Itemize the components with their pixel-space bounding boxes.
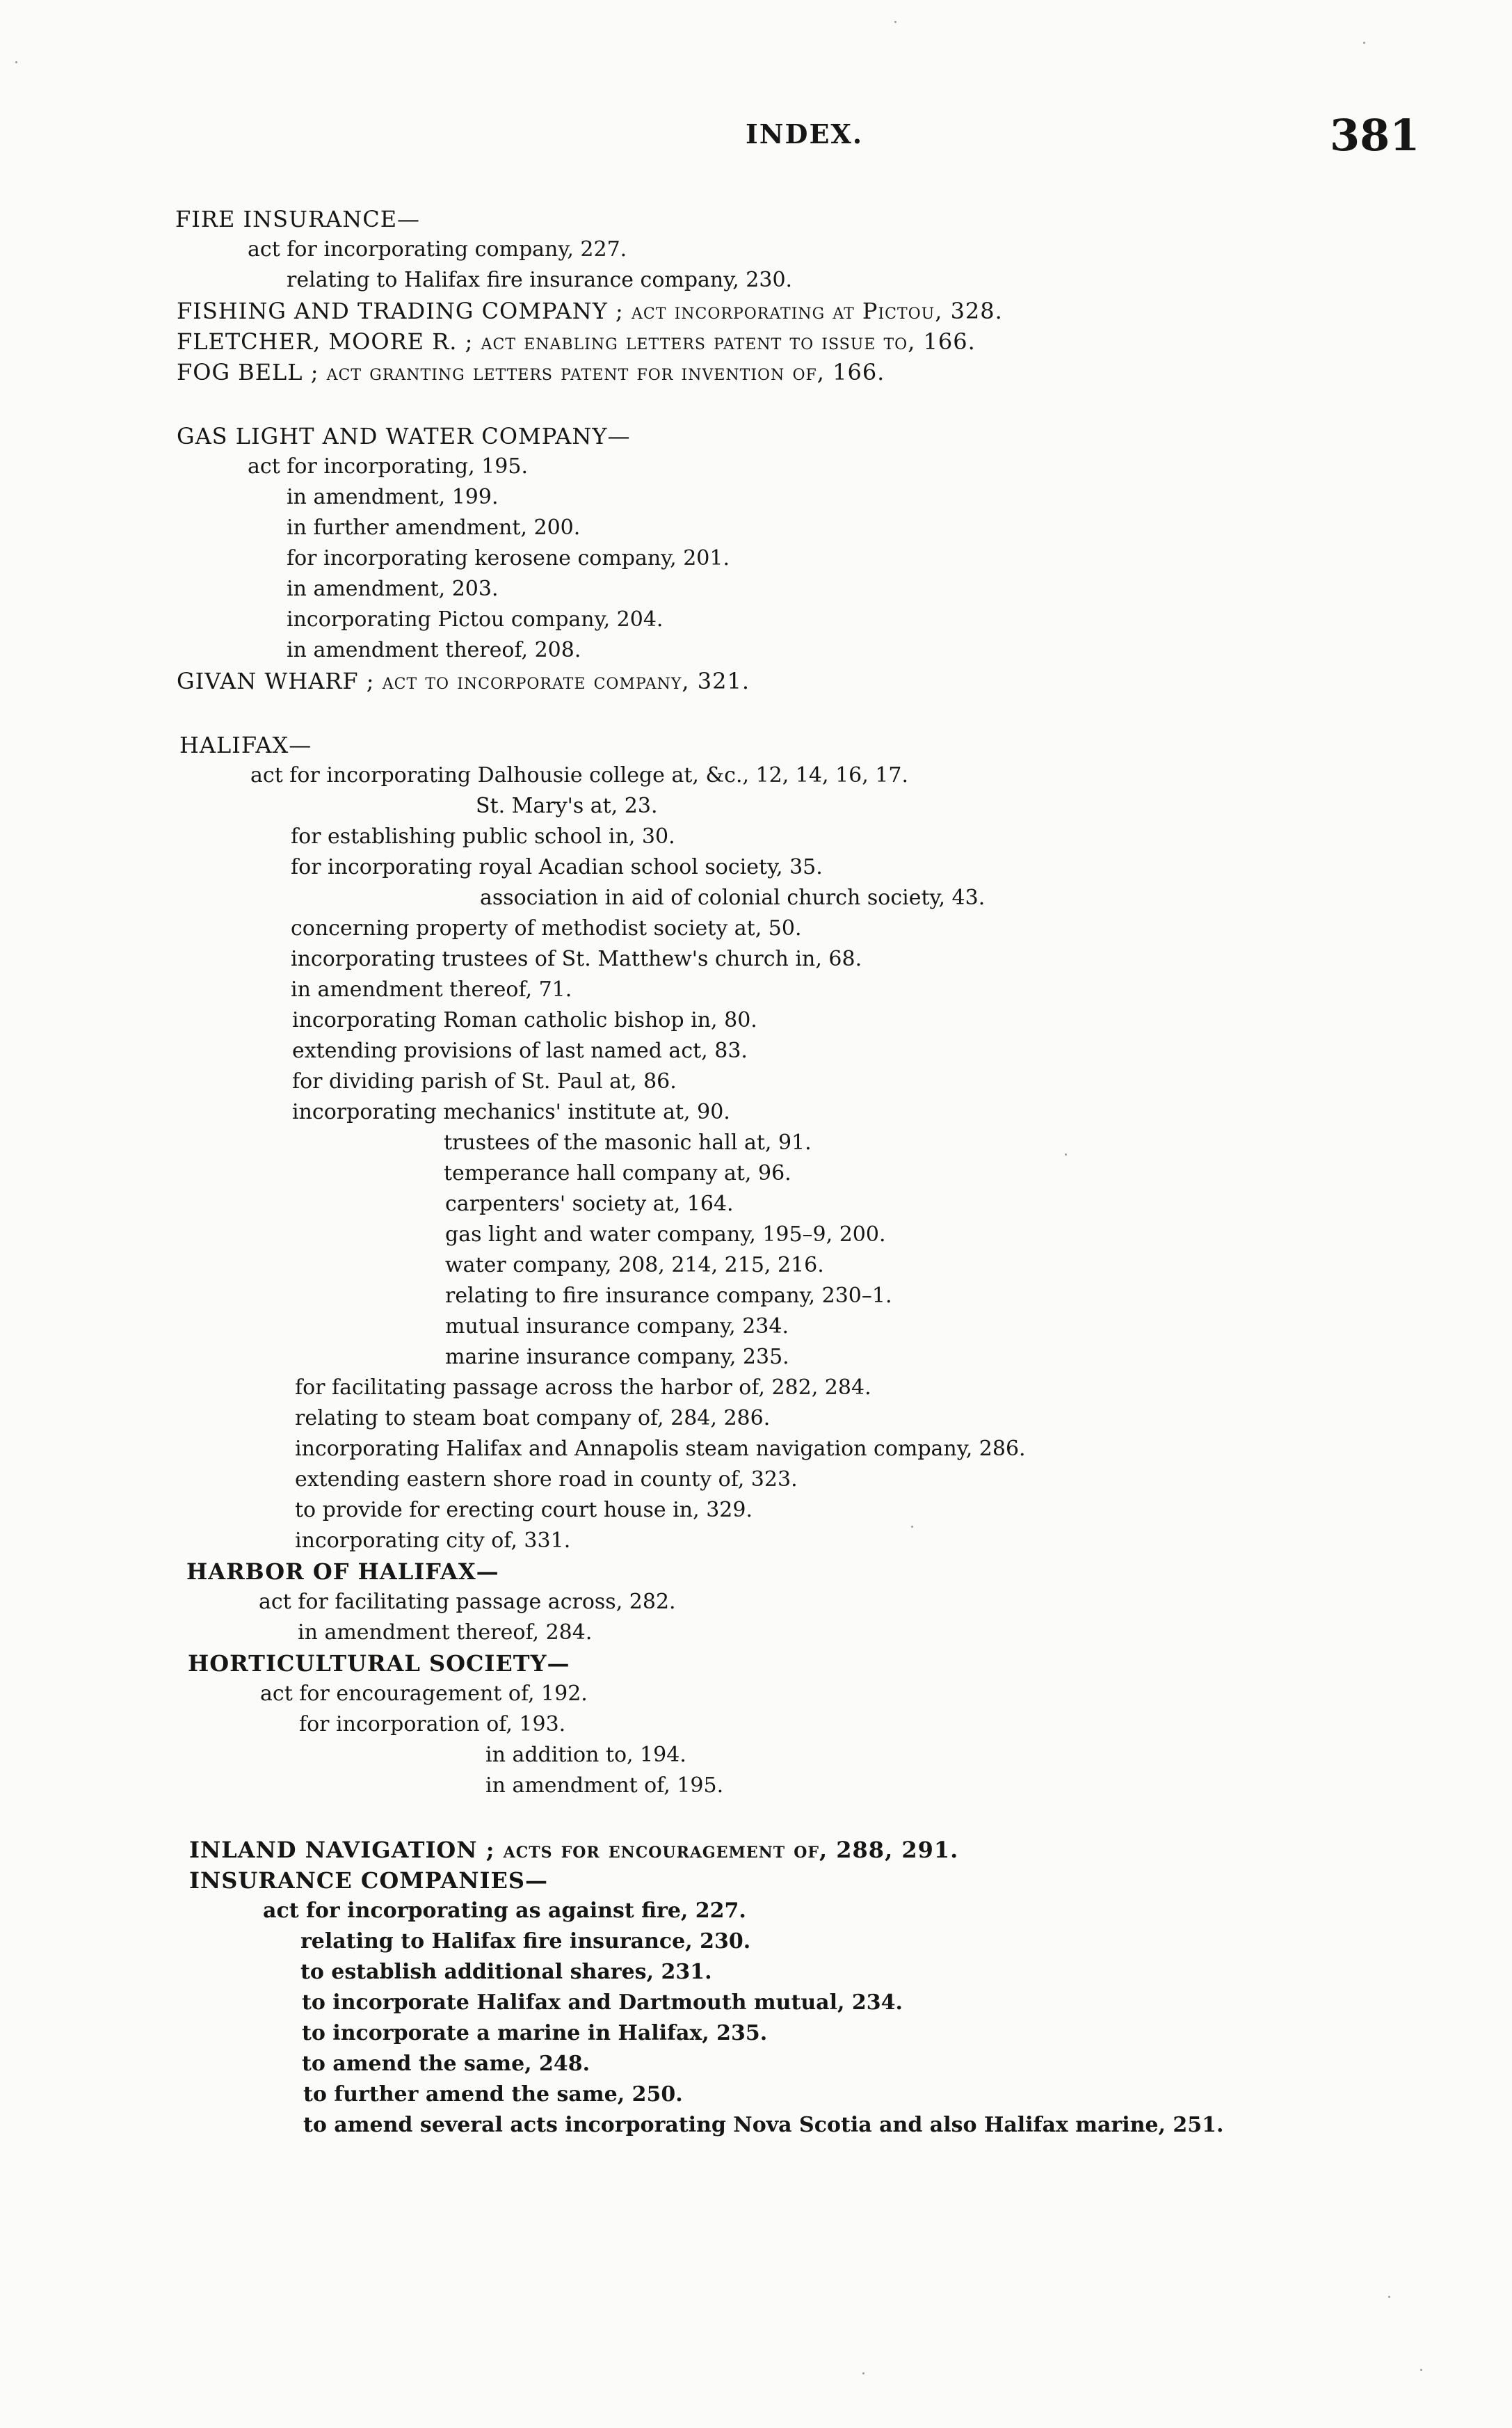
index-subentry: for incorporating kerosene company, 201.: [287, 546, 730, 570]
index-subentry: water company, 208, 214, 215, 216.: [445, 1253, 824, 1277]
index-heading-fire-insurance: FIRE INSURANCE—: [175, 206, 421, 232]
index-subentry: to incorporate Halifax and Dartmouth mutual, 234.: [302, 1990, 903, 2015]
index-subentry: for facilitating passage across the harbor of, 282, 284.: [295, 1375, 871, 1400]
scan-speck: [1388, 2296, 1390, 2298]
index-subentry: in amendment of, 195.: [485, 1773, 724, 1798]
index-heading-harbor-of-halifax: HARBOR OF HALIFAX—: [186, 1558, 499, 1585]
index-entry: act for encouragement of, 192.: [260, 1682, 588, 1706]
index-subentry: to provide for erecting court house in, 329.: [295, 1498, 753, 1522]
running-header-title: INDEX.: [746, 118, 864, 150]
index-subentry: incorporating mechanics' institute at, 90.: [292, 1100, 730, 1124]
index-subentry: carpenters' society at, 164.: [445, 1192, 734, 1216]
index-entry: act for incorporating as against fire, 227.: [263, 1899, 746, 1923]
index-subentry: association in aid of colonial church society, 43.: [480, 886, 986, 910]
index-subentry: in amendment thereof, 284.: [298, 1620, 593, 1645]
scan-speck: [15, 61, 17, 63]
index-subentry: to incorporate a marine in Halifax, 235.: [302, 2021, 768, 2045]
index-subentry: to amend several acts incorporating Nova Scotia and also Halifax marine, 251.: [303, 2113, 1224, 2137]
index-heading-gas-light: GAS LIGHT AND WATER COMPANY—: [177, 423, 631, 449]
index-subentry: for incorporating royal Acadian school society, 35.: [291, 855, 823, 879]
index-subentry: for dividing parish of St. Paul at, 86.: [292, 1069, 677, 1094]
scan-speck: [1420, 2369, 1422, 2371]
index-subentry: concerning property of methodist society at, 50.: [291, 916, 802, 941]
index-subentry: to amend the same, 248.: [302, 2052, 590, 2076]
index-subentry: St. Mary's at, 23.: [476, 794, 658, 818]
scan-speck: [1363, 42, 1365, 44]
index-entry: act for incorporating Dalhousie college at, &c., 12, 14, 16, 17.: [250, 763, 909, 788]
index-heading-insurance-companies: INSURANCE COMPANIES—: [189, 1867, 548, 1894]
index-heading-horticultural-society: HORTICULTURAL SOCIETY—: [188, 1650, 570, 1677]
index-subentry: incorporating Roman catholic bishop in, 80.: [292, 1008, 757, 1032]
page-number: 381: [1330, 110, 1420, 161]
index-subentry: relating to Halifax fire insurance company, 230.: [287, 268, 793, 292]
index-subentry: for establishing public school in, 30.: [291, 824, 675, 849]
index-subentry: relating to Halifax fire insurance, 230.: [300, 1929, 751, 1954]
index-subentry: relating to steam boat company of, 284, 286.: [295, 1406, 771, 1430]
index-subentry: in addition to, 194.: [485, 1743, 686, 1767]
index-subentry: to further amend the same, 250.: [303, 2082, 683, 2107]
index-subentry: to establish additional shares, 231.: [300, 1960, 712, 1984]
index-subentry: temperance hall company at, 96.: [444, 1161, 791, 1185]
index-subentry: in amendment, 199.: [287, 485, 499, 509]
scan-speck: [862, 2372, 864, 2374]
index-heading-inland-navigation: INLAND NAVIGATION ; acts for encouragement of, 288, 291.: [189, 1837, 959, 1863]
index-subentry: incorporating trustees of St. Matthew's church in, 68.: [291, 947, 862, 971]
index-entry: act for incorporating, 195.: [248, 454, 528, 479]
index-subentry: in amendment thereof, 208.: [287, 638, 581, 662]
index-subentry: incorporating city of, 331.: [295, 1528, 571, 1553]
index-subentry: gas light and water company, 195–9, 200.: [445, 1222, 886, 1247]
index-subentry: in further amendment, 200.: [287, 516, 581, 540]
index-entry: act for facilitating passage across, 282.: [259, 1590, 676, 1614]
index-subentry: marine insurance company, 235.: [445, 1345, 789, 1369]
index-heading-fishing-and-trading: FISHING AND TRADING COMPANY ; act incorporating at Pictou, 328.: [177, 298, 1003, 324]
index-subentry: incorporating Halifax and Annapolis steam navigation company, 286.: [295, 1437, 1026, 1461]
index-subentry: extending provisions of last named act, 83.: [292, 1039, 748, 1063]
index-entry: act for incorporating company, 227.: [248, 237, 627, 262]
index-subentry: in amendment thereof, 71.: [291, 977, 572, 1002]
index-heading-fog-bell: FOG BELL ; act granting letters patent for invention of, 166.: [177, 359, 885, 385]
index-subentry: for incorporation of, 193.: [299, 1712, 566, 1736]
index-heading-fletcher: FLETCHER, MOORE R. ; act enabling letters patent to issue to, 166.: [177, 328, 976, 355]
index-subentry: in amendment, 203.: [287, 577, 499, 601]
index-subentry: extending eastern shore road in county of, 323.: [295, 1467, 798, 1492]
index-subentry: relating to fire insurance company, 230–1.: [445, 1284, 892, 1308]
index-subentry: mutual insurance company, 234.: [445, 1314, 789, 1339]
scan-speck: [894, 21, 896, 23]
index-heading-givan-wharf: GIVAN WHARF ; act to incorporate company, 321.: [177, 668, 750, 694]
index-subentry: trustees of the masonic hall at, 91.: [444, 1131, 812, 1155]
scan-speck: [911, 1526, 913, 1528]
scan-speck: [1065, 1153, 1067, 1156]
index-subentry: incorporating Pictou company, 204.: [287, 607, 663, 632]
index-heading-halifax: HALIFAX—: [179, 732, 312, 758]
